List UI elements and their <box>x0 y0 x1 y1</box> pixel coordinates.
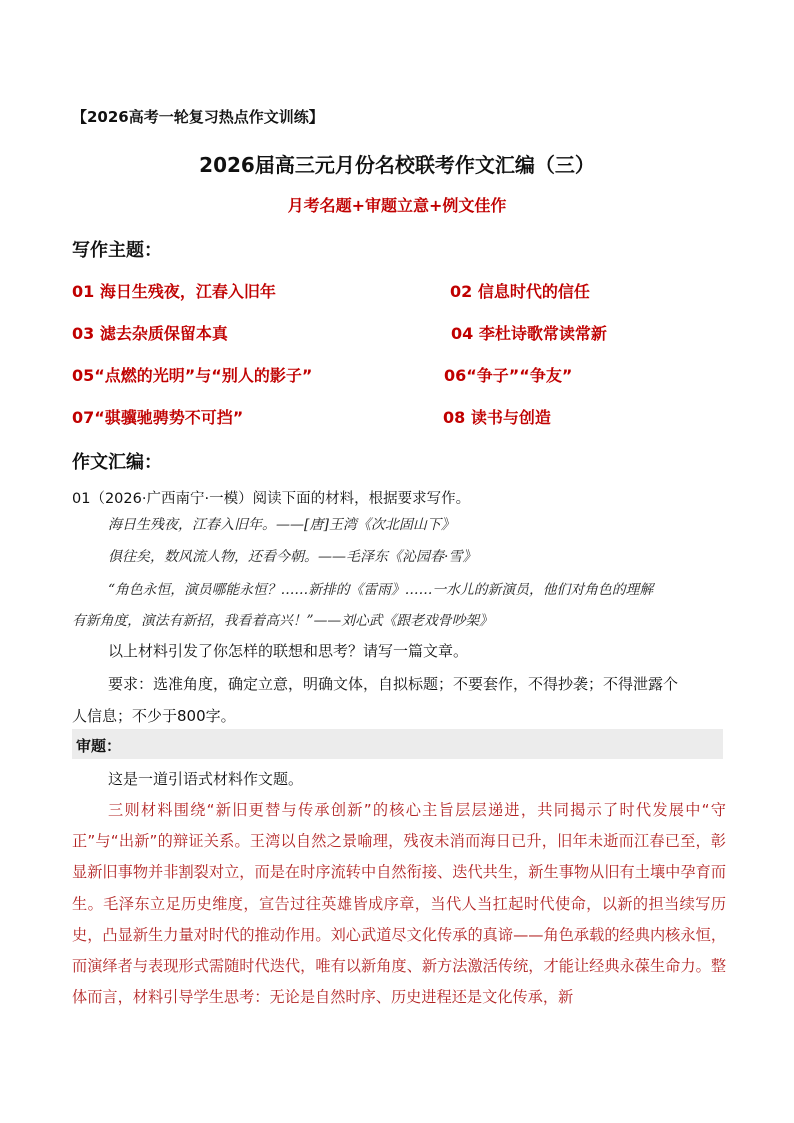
requirements-line2: 人信息；不少于800字。 <box>72 707 236 725</box>
analysis-label-bar <box>72 729 723 759</box>
compilation-heading: 作文汇编： <box>72 452 162 473</box>
quote-liu-line1: “角色永恒，演员哪能永恒？……新排的《雷雨》……一水儿的新演员，他们对角色的理解 <box>108 582 654 598</box>
question-intro: 01（2026·广西南宁·一模）阅读下面的材料，根据要求写作。 <box>72 491 471 507</box>
topic-05: 05“点燃的光明”与“别人的影子” <box>72 366 313 385</box>
topic-04: 04 李杜诗歌常读常新 <box>451 324 607 343</box>
analysis-paragraph: 三则材料围绕“新旧更替与传承创新”的核心主旨层层递进，共同揭示了时代发展中“守正”与“出新”的辩证关系。王湾以自然之景喻理，残夜未消而海日已升，旧年未逝而江春已至，彰显新旧事物并非割裂对立，而是在时序流转中自然衔接、迭代共生，新生事物从旧有土壤中孕育而生。毛泽东立足历史维度，宣告过往英雄皆成序章，当代人当扛起时代使命，以新的担当续写历史，凸显新生力量对时代的推动作用。刘心武道尽文化传承的真谛——角色承载的经典内核永恒，而演绎者与表现形式需随时代迭代，唯有以新角度、新方法激活传统，才能让经典永葆生命力。整体而言，材料引导学生思考：无论是自然时序、历史进程还是文化传承，新 <box>72 801 726 1007</box>
writing-prompt: 以上材料引发了你怎样的联想和思考？请写一篇文章。 <box>108 642 469 660</box>
topic-07: 07“骐骥驰骋势不可挡” <box>72 408 244 427</box>
analysis-intro: 这是一道引语式材料作文题。 <box>108 770 304 788</box>
topic-08: 08 读书与创造 <box>443 408 551 427</box>
topic-02: 02 信息时代的信任 <box>450 282 590 301</box>
page-title: 2026届高三元月份名校联考作文汇编（三） <box>199 153 595 177</box>
topic-06: 06“争子”“争友” <box>444 366 573 385</box>
quote-mao: 俱往矣，数风流人物，还看今朝。——毛泽东《沁园春·雪》 <box>108 549 477 565</box>
series-tag: 【2026高考一轮复习热点作文训练】 <box>72 108 324 126</box>
themes-heading: 写作主题： <box>72 240 162 261</box>
topic-01: 01 海日生残夜，江春入旧年 <box>72 282 276 301</box>
topic-03: 03 滤去杂质保留本真 <box>72 324 228 343</box>
quote-liu-line2: 有新角度，演法有新招，我看着高兴！”——刘心武《跟老戏骨吵架》 <box>72 613 493 629</box>
requirements-line1: 要求：选准角度，确定立意，明确文体，自拟标题；不要套作，不得抄袭；不得泄露个 <box>108 675 679 693</box>
page-subtitle: 月考名题+审题立意+例文佳作 <box>287 196 507 215</box>
analysis-label: 审题： <box>76 737 122 755</box>
quote-wang-wan: 海日生残夜，江春入旧年。——[唐]王湾《次北固山下》 <box>108 517 455 533</box>
